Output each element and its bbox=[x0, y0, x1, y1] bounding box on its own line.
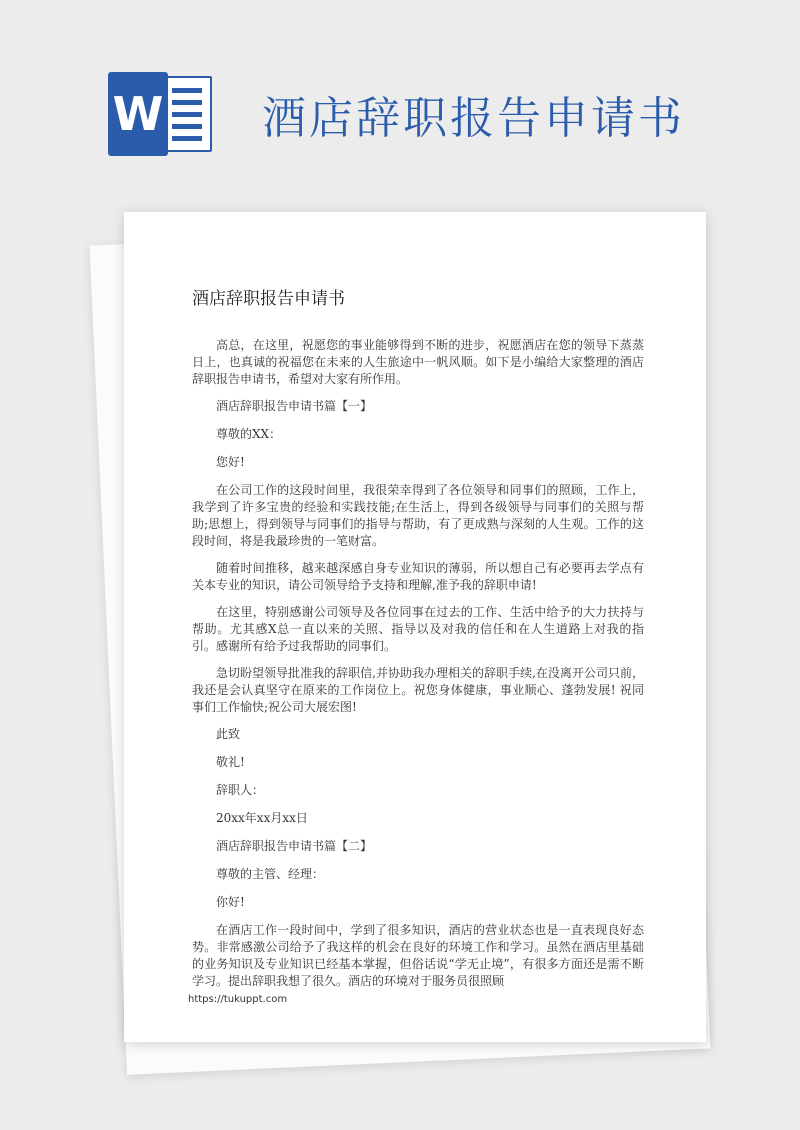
footer-url: https://tukuppt.com bbox=[188, 994, 288, 1005]
body-paragraph: 急切盼望领导批准我的辞职信,并协助我办理相关的辞职手续,在没离开公司只前，我还是会认真坚守在原来的工作岗位上。祝您身体健康，事业顺心、蓬勃发展! 祝同事们工作愉快;祝公司大展宏图! bbox=[192, 666, 644, 714]
document-title: 酒店辞职报告申请书 bbox=[192, 289, 345, 309]
body-paragraph: 随着时间推移，越来越深感自身专业知识的薄弱，所以想自己有必要再去学点有关本专业的知识，请公司领导给予支持和理解,准予我的辞职申请! bbox=[192, 561, 644, 592]
body-paragraph: 高总，在这里，祝愿您的事业能够得到不断的进步，祝愿酒店在您的领导下蒸蒸日上，也真诚的祝福您在未来的人生旅途中一帆风顺。如下是小编给大家整理的酒店辞职报告申请书，希望对大家有所作用。 bbox=[192, 338, 644, 386]
body-line: 酒店辞职报告申请书篇【二】 bbox=[216, 839, 373, 853]
body-line: 酒店辞职报告申请书篇【一】 bbox=[216, 399, 373, 413]
word-logo-badge: W bbox=[108, 72, 168, 156]
body-line: 您好! bbox=[216, 455, 245, 469]
body-paragraph: 在这里，特别感谢公司领导及各位同事在过去的工作、生活中给予的大力扶持与帮助。尤其感X总一直以来的关照、指导以及对我的信任和在人生道路上对我的指引。感谢所有给予过我帮助的同事们。 bbox=[192, 605, 644, 653]
body-line: 尊敬的XX： bbox=[216, 427, 282, 441]
body-line: 尊敬的主管、经理： bbox=[216, 867, 325, 881]
body-line: 辞职人： bbox=[216, 783, 265, 797]
banner-title: 酒店辞职报告申请书 bbox=[262, 93, 685, 144]
document-body bbox=[192, 284, 644, 1000]
body-paragraph: 在酒店工作一段时间中，学到了很多知识，酒店的营业状态也是一直表现良好态势。非常感激公司给予了我这样的机会在良好的环境工作和学习。虽然在酒店里基础的业务知识及专业知识已经基本掌握，但俗话说“学无止境”，有很多方面还是需不断学习。提出辞职我想了很久。酒店的环境对于服务员很照顾 bbox=[192, 923, 644, 988]
body-paragraph: 在公司工作的这段时间里，我很荣幸得到了各位领导和同事们的照顾，工作上，我学到了许多宝贵的经验和实践技能;在生活上，得到各级领导与同事们的关照与帮助;思想上，得到领导与同事们的指导与帮助，有了更成熟与深刻的人生观。工作的这段时间，将是我最珍贵的一笔财富。 bbox=[192, 483, 644, 548]
body-line: 20xx年xx月xx日 bbox=[216, 811, 308, 825]
body-line: 此致 bbox=[216, 727, 241, 741]
body-line: 你好! bbox=[216, 895, 245, 909]
word-app-icon bbox=[108, 72, 212, 156]
body-line: 敬礼! bbox=[216, 755, 245, 769]
document-page bbox=[124, 212, 706, 1042]
